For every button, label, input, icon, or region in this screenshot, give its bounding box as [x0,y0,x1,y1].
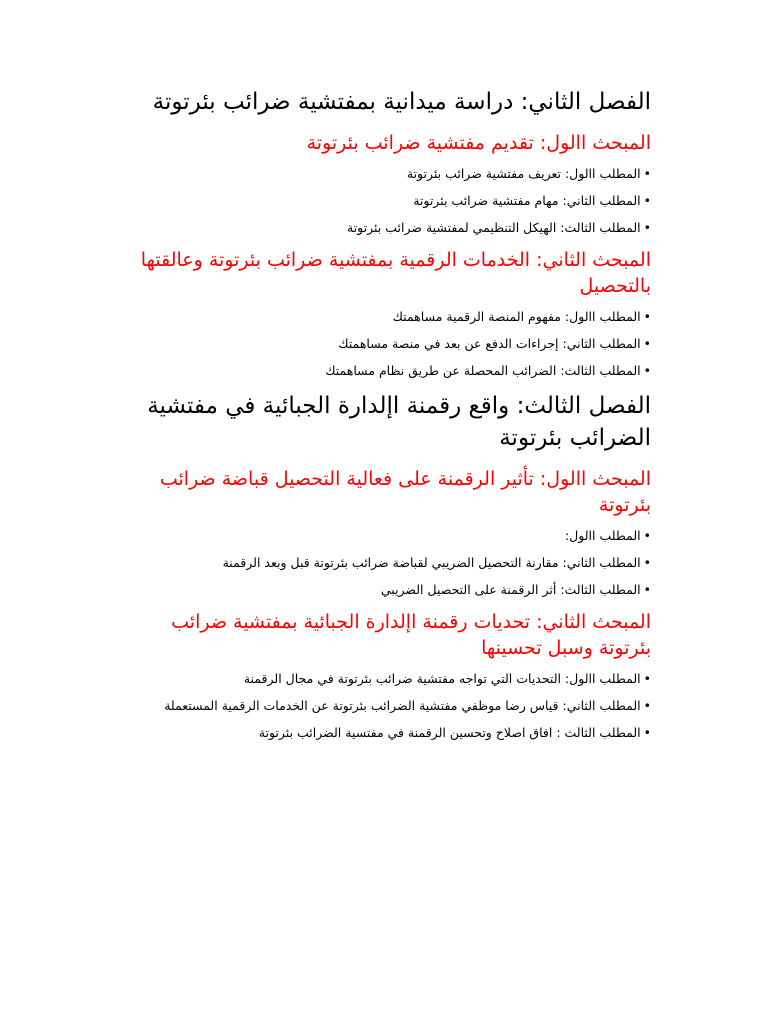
list-item-text: المطلب الثالث: أثر الرقمنة على التحصيل الضريبي [380,582,641,597]
list-item [120,582,651,598]
chapter-2-section-1-heading: المبحث االول: تقديم مفتشية ضرائب بئرتوتة [306,132,651,154]
list-item-text: المطلب االول: [564,528,641,543]
list-item [120,671,651,687]
chapter-3-section-1-heading: المبحث االول: تأثير الرقمنة على فعالية التحصيل قباضة ضرائب بئرتوتة [159,468,651,516]
list-item-text: المطلب االول: التحديات التي تواجه مفتشية ضرائب بئرتوتة في مجال الرقمنة [243,671,641,686]
chapter-2-section-2-list [120,309,651,379]
chapter-3-section-2-heading: المبحث الثاني: تحديات رقمنة اإلدارة الجبائية بمفتشية ضرائب بئرتوتة وسبل تحسينها [171,611,651,659]
chapter-2-section-1-list [120,166,651,236]
list-item [120,220,651,236]
bullet-icon: • [643,309,651,324]
list-item-text: المطلب الثالث : افاق اصلاح وتحسين الرقمنة في مفتسية الضرائب بئرتوتة [258,725,641,740]
bullet-icon: • [643,363,651,378]
list-item-text: المطلب الثالث: الضرائب المحصلة عن طريق نظام مساهمتك [325,363,641,378]
list-item-text: المطلب الثاني: قياس رضا موظفي مفتشية الضرائب بئرتوتة عن الخدمات الرقمية المستعملة [164,698,641,713]
list-item-text: المطلب الثاني: مهام مفتشية ضرائب بئرتوتة [413,193,641,208]
list-item [120,309,651,325]
bullet-icon: • [643,582,651,597]
list-item [120,725,651,741]
bullet-icon: • [643,220,651,235]
list-item [120,698,651,714]
bullet-icon: • [643,336,651,351]
bullet-icon: • [643,555,651,570]
bullet-icon: • [643,698,651,713]
chapter-2-section-2-heading: المبحث الثاني: الخدمات الرقمية بمفتشية ضرائب بئرتوتة وعالقتها بالتحصيل [140,249,651,297]
chapter-3-section-1-list [120,528,651,598]
bullet-icon: • [643,193,651,208]
list-item-text: المطلب الثالث: الهيكل التنظيمي لمفتشية ضرائب بئرتوتة [347,220,641,235]
chapter-3-section-2-list [120,671,651,741]
list-item-text: المطلب االول: تعريف مفتشية ضرائب بئرتوتة [406,166,641,181]
bullet-icon: • [643,528,651,543]
bullet-icon: • [643,725,651,740]
list-item [120,193,651,209]
list-item-text: المطلب الثاني: إجراءات الدفع عن بعد في منصة مساهمتك [338,336,641,351]
chapter-3-heading: الفصل الثالث: واقع رقمنة اإلدارة الجبائية في مفتشية الضرائب بئرتوتة [147,393,651,451]
list-item [120,528,651,544]
list-item [120,363,651,379]
bullet-icon: • [643,166,651,181]
list-item-text: المطلب الثاني: مقارنة التحصيل الضريبي لقباضة ضرائب بئرتوتة قبل وبعد الرقمنة [222,555,641,570]
list-item-text: المطلب االول: مفهوم المنصة الرقمية مساهمتك [392,309,641,324]
list-item [120,166,651,182]
bullet-icon: • [643,671,651,686]
chapter-2-heading: الفصل الثاني: دراسة ميدانية بمفتشية ضرائب بئرتوتة [152,89,651,115]
list-item [120,336,651,352]
list-item [120,555,651,571]
